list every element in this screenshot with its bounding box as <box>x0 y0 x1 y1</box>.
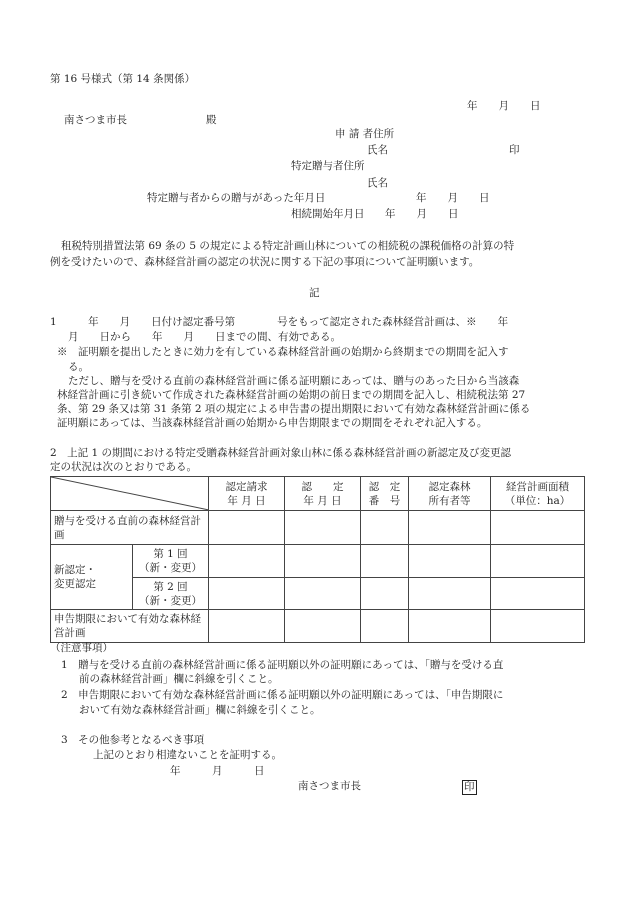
item-2-line-2: 定の状況は次のとおりである。 <box>50 461 197 473</box>
cell <box>491 545 585 578</box>
cell <box>491 511 585 545</box>
cell <box>361 511 409 545</box>
cell <box>209 578 285 610</box>
cell <box>409 511 491 545</box>
cell <box>361 545 409 578</box>
certify-date: 年 月 日 <box>170 765 265 777</box>
notes-1-line-2: 前の森林経営計画」欄に斜線を引くこと。 <box>79 673 279 685</box>
note-but-line-1: ただし、贈与を受ける直前の森林経営計画に係る証明願にあっては、贈与のあった日から当該森 <box>68 375 520 387</box>
certifier-seal <box>462 780 477 795</box>
certify-text: 上記のとおり相違ないことを証明する。 <box>93 749 282 761</box>
intro-line-1: 租税特別措置法第 69 条の 5 の規定による特定計画山林についての相続税の課税価格の計算の特 <box>61 240 515 252</box>
row-new-change-label: 新認定・ 変更認定 <box>51 545 133 610</box>
applicant-address-label: 申 請 者住所 <box>335 128 395 140</box>
note-but-line-3: 条、第 29 条又は第 31 条第 2 項の規定による申告書の提出期限において有効な森林経営計画に係る <box>57 403 531 415</box>
header-request-date: 認定請求 年 月 日 <box>209 477 285 511</box>
header-approval-date: 認 定 年 月 日 <box>285 477 361 511</box>
diagonal-line <box>51 477 209 510</box>
cell <box>361 610 409 643</box>
row-second-label: 第 2 回 （新・変更） <box>133 578 209 610</box>
cell <box>285 610 361 643</box>
note-but-line-2: 林経営計画に引き続いて作成された森林経営計画の始期の前日までの期間を記入し、相続税法第 27 <box>57 389 526 401</box>
addressee-suffix: 殿 <box>206 114 217 126</box>
note-but-line-4: 証明願にあっては、当該森林経営計画の始期から申告期限までの期間をそれぞれ記入する。 <box>57 417 488 429</box>
cell <box>361 578 409 610</box>
notes-2-line-1: 2 申告期限において有効な森林経営計画に係る証明願以外の証明願にあっては、「申告期限に <box>61 689 504 701</box>
inherit-date-label: 相続開始年月日 <box>291 208 365 220</box>
row-prior-plan-label: 贈与を受ける直前の森林経営計画 <box>51 511 209 545</box>
item-2-line-1: 2 上記 1 の期間における特定受贈森林経営計画対象山林に係る森林経営計画の新認定及び変更認 <box>50 447 512 459</box>
row-first-label: 第 1 回 （新・変更） <box>133 545 209 578</box>
header-forest-owner: 認定森林 所有者等 <box>409 477 491 511</box>
item-3: 3 その他参考となるべき事項 <box>61 734 205 746</box>
cell <box>285 511 361 545</box>
cell <box>491 610 585 643</box>
gift-date-label: 特定贈与者からの贈与があった年月日 <box>147 192 326 204</box>
notes-title: （注意事項） <box>50 642 113 654</box>
notes-2-line-2: おいて有効な森林経営計画」欄に斜線を引くこと。 <box>79 704 321 716</box>
cell <box>285 578 361 610</box>
note-star-line-2: る。 <box>68 361 89 373</box>
cell <box>491 578 585 610</box>
cell <box>209 545 285 578</box>
item-1-line-1: 1 年 月 日付け認定番号第 号をもって認定された森林経営計画は、※ 年 <box>50 316 509 328</box>
certification-table <box>50 476 585 643</box>
row-valid-plan-label: 申告期限において有効な森林経営計画 <box>51 610 209 643</box>
cell <box>209 610 285 643</box>
notes-1-line-1: 1 贈与を受ける直前の森林経営計画に係る証明願以外の証明願にあっては、「贈与を受ける直 <box>61 659 504 671</box>
inherit-date-value: 年 月 日 <box>385 208 459 220</box>
gift-date-value: 年 月 日 <box>416 192 490 204</box>
ki-heading: 記 <box>309 287 320 299</box>
header-approval-number: 認 定 番 号 <box>361 477 409 511</box>
note-star-line-1: ※ 証明願を提出したときに効力を有している森林経営計画の始期から終期までの期間を記入す <box>57 346 509 358</box>
intro-line-2: 例を受けたいので、森林経営計画の認定の状況に関する下記の事項について証明願います。 <box>50 256 480 268</box>
cell <box>409 610 491 643</box>
header-plan-area: 経営計画面積 （単位：ha） <box>491 477 585 511</box>
application-date: 年 月 日 <box>467 100 541 112</box>
cell <box>409 545 491 578</box>
cell <box>409 578 491 610</box>
header-diagonal-cell <box>51 477 209 511</box>
certifier: 南さつま市長 <box>298 780 361 792</box>
item-1-line-2: 月 日から 年 月 日までの間、有効である。 <box>68 331 341 343</box>
form-id: 第 16 号様式（第 14 条関係） <box>50 73 196 85</box>
cell <box>209 511 285 545</box>
seal-box: 印 <box>464 781 475 793</box>
addressee: 南さつま市長 <box>64 114 127 126</box>
applicant-seal: 印 <box>509 144 520 156</box>
applicant-name-label: 氏名 <box>367 144 388 156</box>
donor-address-label: 特定贈与者住所 <box>291 160 365 172</box>
cell <box>285 545 361 578</box>
donor-name-label: 氏名 <box>367 177 388 189</box>
